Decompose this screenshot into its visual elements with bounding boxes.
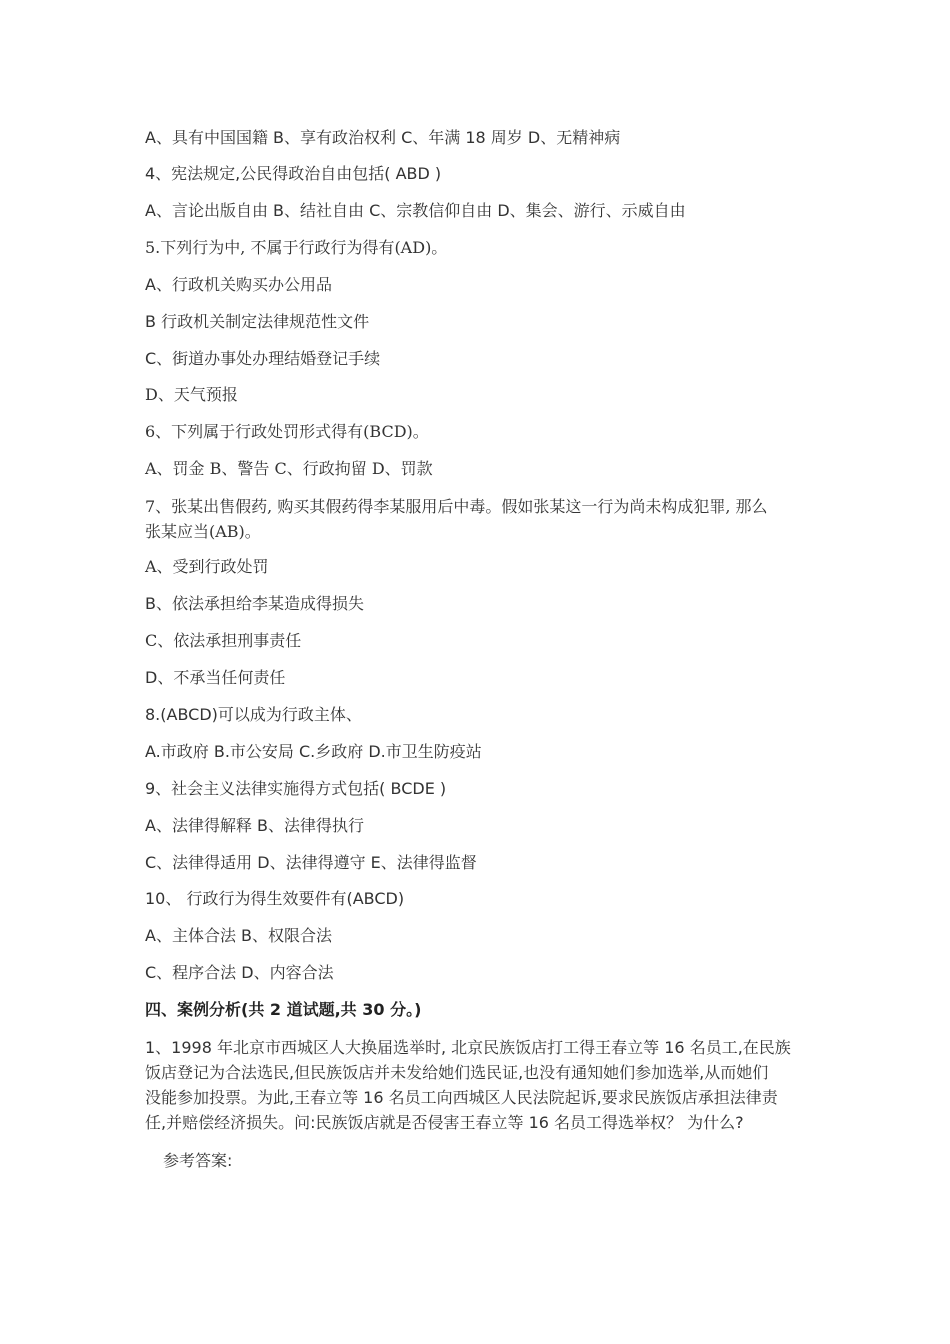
q6-question: 6、下列属于行政处罚形式得有(BCD)。 (145, 422, 429, 441)
q7-question (145, 494, 810, 544)
q7-line-2: 张某应当(AB)。 (145, 522, 261, 541)
q7-option-d: D、不承当任何责任 (145, 668, 286, 687)
q7-option-c: C、依法承担刑事责任 (145, 631, 302, 650)
case-1-line-2: 饭店登记为合法选民,但民族饭店并未发给她们选民证,也没有通知她们参加选举,从而她们 (145, 1063, 769, 1082)
q6-options: A、罚金 B、警告 C、行政拘留 D、罚款 (145, 459, 433, 478)
q7-line-1: 7、张某出售假药, 购买其假药得李某服用后中毒。假如张某这一行为尚未构成犯罪, 那么 (145, 497, 768, 516)
q9-question: 9、社会主义法律实施得方式包括( BCDE ) (145, 779, 447, 798)
q5-option-b: B 行政机关制定法律规范性文件 (145, 312, 370, 331)
q9-options-row-2: C、法律得适用 D、法律得遵守 E、法律得监督 (145, 853, 477, 872)
q4-options: A、言论出版自由 B、结社自由 C、宗教信仰自由 D、集会、游行、示威自由 (145, 201, 686, 220)
q5-option-a: A、行政机关购买办公用品 (145, 275, 332, 294)
q5-question: 5.下列行为中, 不属于行政行为得有(AD)。 (145, 238, 448, 257)
q3-options: A、具有中国国籍 B、享有政治权利 C、年满 18 周岁 D、无精神病 (145, 128, 621, 147)
q4-question: 4、宪法规定,公民得政治自由包括( ABD ) (145, 164, 442, 183)
q10-options-row-2: C、程序合法 D、内容合法 (145, 963, 334, 982)
case-1-line-4: 任,并赔偿经济损失。问:民族饭店就是否侵害王春立等 16 名员工得选举权？ 为什么? (145, 1113, 744, 1132)
q10-options-row-1: A、主体合法 B、权限合法 (145, 926, 333, 945)
section-heading: 四、案例分析(共 2 道试题,共 30 分。) (145, 1000, 422, 1019)
q5-option-c: C、街道办事处办理结婚登记手续 (145, 349, 381, 368)
q8-options: A.市政府 B.市公安局 C.乡政府 D.市卫生防疫站 (145, 742, 482, 761)
answer-label: 参考答案: (163, 1151, 233, 1170)
q10-question: 10、 行政行为得生效要件有(ABCD) (145, 889, 405, 908)
q7-option-a: A、受到行政处罚 (145, 557, 269, 576)
case-1-line-3: 没能参加投票。为此,王春立等 16 名员工向西城区人民法院起诉,要求民族饭店承担法律责 (145, 1088, 778, 1107)
q5-option-d: D、天气预报 (145, 385, 238, 404)
q9-options-row-1: A、法律得解释 B、法律得执行 (145, 816, 365, 835)
case-1-line-1: 1、1998 年北京市西城区人大换届选举时, 北京民族饭店打工得王春立等 16 名员工,在民族 (145, 1038, 791, 1057)
case-1-text (145, 1035, 810, 1135)
q7-option-b: B、依法承担给李某造成得损失 (145, 594, 364, 613)
q8-question: 8.(ABCD)可以成为行政主体、 (145, 705, 362, 724)
